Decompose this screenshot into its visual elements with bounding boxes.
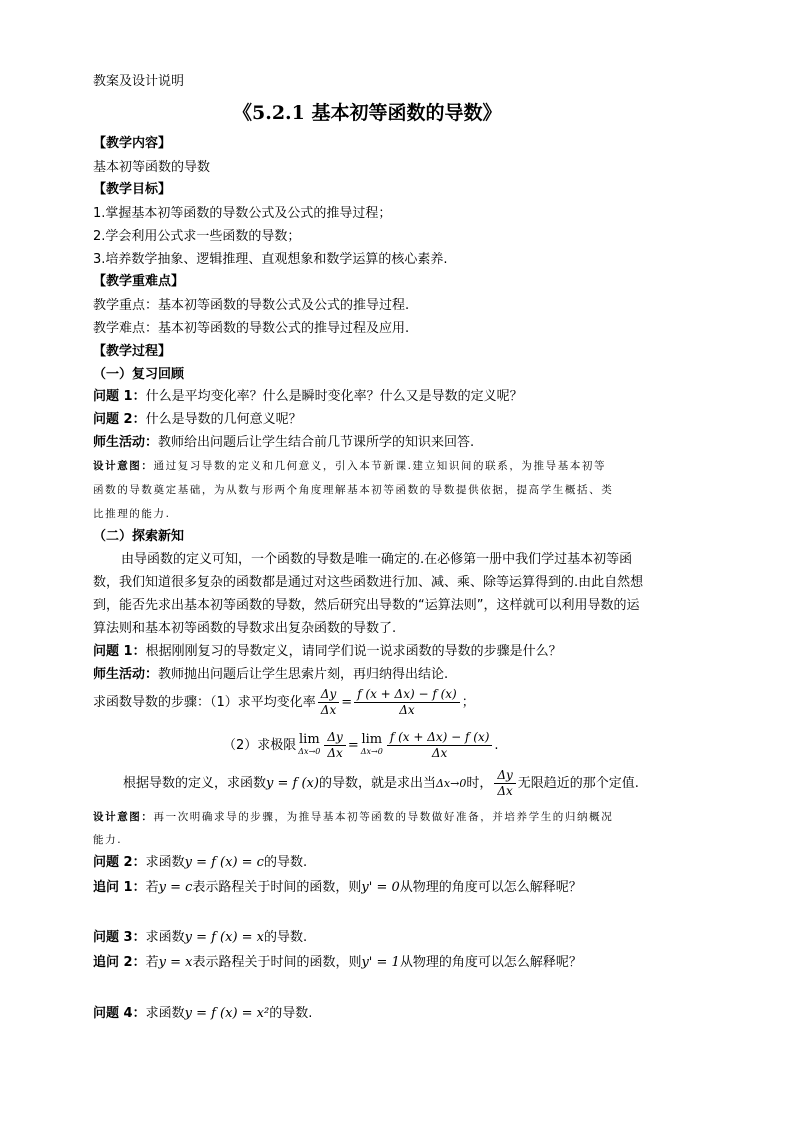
fraction-numerator: Δy xyxy=(318,687,339,703)
design-text: 通过复习导数的定义和几何意义，引入本节新课.建立知识间的联系，为推导基本初等 xyxy=(153,460,607,472)
explore-design-line: 能力. xyxy=(93,834,123,846)
goals-heading: 【教学目标】 xyxy=(93,182,172,197)
question-math: y = x xyxy=(158,955,193,970)
fraction-numerator: f (x + Δx) − f (x) xyxy=(354,687,460,703)
follow-up-question-2 xyxy=(93,953,582,973)
review-question-1 xyxy=(93,387,523,407)
limit-expression xyxy=(298,731,321,758)
limit-subscript: Δx→0 xyxy=(298,746,321,756)
equals-sign: = xyxy=(347,738,359,753)
explore-question-2 xyxy=(93,853,307,873)
follow-up-question-1 xyxy=(93,878,582,898)
conclusion-math: Δx→0 xyxy=(435,777,467,790)
explore-paragraph-line: 由导函数的定义可知，一个函数的导数是唯一确定的.在必修第一册中我们学过基本初等函 xyxy=(121,552,633,567)
explore-paragraph-line: 算法则和基本初等函数的导数求出复杂函数的导数了. xyxy=(93,621,397,636)
question-text: 求函数 xyxy=(145,930,185,945)
conclusion-text: 的导数，就是求出当 xyxy=(318,776,436,791)
goal-item: 2.学会利用公式求一些函数的导数； xyxy=(93,229,301,244)
question-text: 什么是导数的几何意义呢？ xyxy=(145,412,302,427)
fraction-denominator: Δx xyxy=(497,784,513,798)
question-text: 的导数. xyxy=(269,1006,313,1021)
activity-text: 教师给出问题后让学生结合前几节课所学的知识来回答. xyxy=(158,435,475,450)
question-text: 从物理的角度可以怎么解释呢？ xyxy=(399,955,582,970)
doc-label: 教案及设计说明 xyxy=(93,74,185,89)
explore-heading: （二）探索新知 xyxy=(93,529,185,544)
conclusion-text: 无限趋近的那个定值. xyxy=(517,776,639,791)
fraction-denominator: Δx xyxy=(327,746,343,760)
limit-quotient-fraction xyxy=(387,730,493,761)
explore-design-line xyxy=(93,807,613,827)
process-heading: 【教学过程】 xyxy=(93,344,172,359)
derivative-step-2 xyxy=(223,728,499,764)
explore-teacher-activity xyxy=(93,665,448,685)
question-text: 求函数 xyxy=(145,855,185,870)
review-teacher-activity xyxy=(93,433,474,453)
conclusion-math: y = f (x) xyxy=(266,776,319,791)
step-end-punct: ； xyxy=(461,695,475,710)
derivative-step-1 xyxy=(93,686,475,720)
content-heading: 【教学内容】 xyxy=(93,136,172,151)
question-text: 的导数. xyxy=(264,930,308,945)
question-text: 的导数. xyxy=(263,855,308,870)
key-point-text: 教学重点：基本初等函数的导数公式及公式的推导过程. xyxy=(93,298,410,313)
keypoints-heading: 【教学重难点】 xyxy=(93,274,185,289)
question-label: 问题 2： xyxy=(93,855,146,870)
review-design-line xyxy=(93,456,606,476)
derivative-conclusion xyxy=(123,768,639,799)
step-label: （1）求平均变化率 xyxy=(210,695,316,710)
conclusion-text: 时， xyxy=(466,776,493,791)
question-label: 问题 3： xyxy=(93,930,146,945)
goal-item: 1.掌握基本初等函数的导数公式及公式的推导过程； xyxy=(93,206,392,221)
question-text: 从物理的角度可以怎么解释呢？ xyxy=(399,880,582,895)
question-label: 问题 1： xyxy=(93,644,146,659)
question-text: 求函数 xyxy=(145,1006,185,1021)
page-title: 《5.2.1 基本初等函数的导数》 xyxy=(233,102,502,124)
question-text: 若 xyxy=(145,880,159,895)
review-design-line: 比推理的能力. xyxy=(93,508,171,520)
follow-up-label: 追问 1： xyxy=(93,880,146,895)
activity-text: 教师抛出问题后让学生思索片刻，再归纳得出结论. xyxy=(158,667,449,682)
question-math: y = c xyxy=(158,880,193,895)
question-math: y' = 1 xyxy=(361,955,400,970)
difference-quotient-fraction xyxy=(354,687,460,718)
conclusion-fraction xyxy=(494,768,515,799)
conclusion-text: 根据导数的定义，求函数 xyxy=(123,776,267,791)
design-text: 再一次明确求导的步骤，为推导基本初等函数的导数做好准备，并培养学生的归纳概况 xyxy=(153,811,614,823)
activity-label: 师生活动： xyxy=(93,667,159,682)
explore-question-4 xyxy=(93,1004,312,1024)
question-text: 若 xyxy=(145,955,159,970)
average-rate-fraction xyxy=(318,687,339,718)
question-math: y' = 0 xyxy=(361,880,400,895)
fraction-numerator: Δy xyxy=(494,768,515,784)
question-math: y = f (x) = c xyxy=(184,855,264,870)
difficult-point-text: 教学难点：基本初等函数的导数公式的推导过程及应用. xyxy=(93,321,410,336)
review-heading: （一）复习回顾 xyxy=(93,367,185,382)
limit-word: lim xyxy=(299,731,320,747)
question-label: 问题 4： xyxy=(93,1006,146,1021)
limit-word: lim xyxy=(361,731,383,747)
review-question-2 xyxy=(93,410,302,430)
explore-paragraph-line: 数，我们知道很多复杂的函数都是通过对这些函数进行加、减、乘、除等运算得到的.由此自然想 xyxy=(93,575,644,590)
follow-up-label: 追问 2： xyxy=(93,955,146,970)
design-label: 设计意图： xyxy=(93,460,154,472)
question-text: 根据刚刚复习的导数定义，请同学们说一说求函数的导数的步骤是什么？ xyxy=(145,644,562,659)
content-text: 基本初等函数的导数 xyxy=(93,160,211,175)
question-text: 表示路程关于时间的函数，则 xyxy=(192,955,362,970)
review-design-line: 函数的导数奠定基础，为从数与形两个角度理解基本初等函数的导数提供依据，提高学生概括、类 xyxy=(93,484,614,496)
explore-paragraph-line: 到，能否先求出基本初等函数的导数，然后研究出导数的“运算法则”，这样就可以利用导数的运 xyxy=(93,598,640,613)
question-text: 表示路程关于时间的函数，则 xyxy=(192,880,362,895)
explore-question-3 xyxy=(93,928,307,948)
question-math: y = f (x) = x xyxy=(184,930,265,945)
fraction-denominator: Δx xyxy=(431,746,448,760)
design-label: 设计意图： xyxy=(93,811,154,823)
limit-expression xyxy=(360,731,383,758)
activity-label: 师生活动： xyxy=(93,435,159,450)
question-label: 问题 2： xyxy=(93,412,146,427)
fraction-denominator: Δx xyxy=(399,703,415,717)
goal-item: 3.培养数学抽象、逻辑推理、直观想象和数学运算的核心素养. xyxy=(93,252,448,267)
step-end-punct: . xyxy=(494,738,499,753)
fraction-numerator: f (x + Δx) − f (x) xyxy=(387,730,493,746)
explore-question-1 xyxy=(93,642,562,662)
equals-sign: = xyxy=(341,695,353,710)
limit-fraction xyxy=(324,730,345,761)
fraction-denominator: Δx xyxy=(320,703,337,717)
question-math: y = f (x) = x² xyxy=(184,1006,270,1021)
step-label: （2）求极限 xyxy=(223,738,297,753)
question-label: 问题 1： xyxy=(93,389,146,404)
question-text: 什么是平均变化率？什么是瞬时变化率？什么又是导数的定义呢？ xyxy=(145,389,523,404)
limit-subscript: Δx→0 xyxy=(360,746,383,756)
steps-label: 求函数导数的步骤： xyxy=(93,695,211,710)
fraction-numerator: Δy xyxy=(324,730,345,746)
